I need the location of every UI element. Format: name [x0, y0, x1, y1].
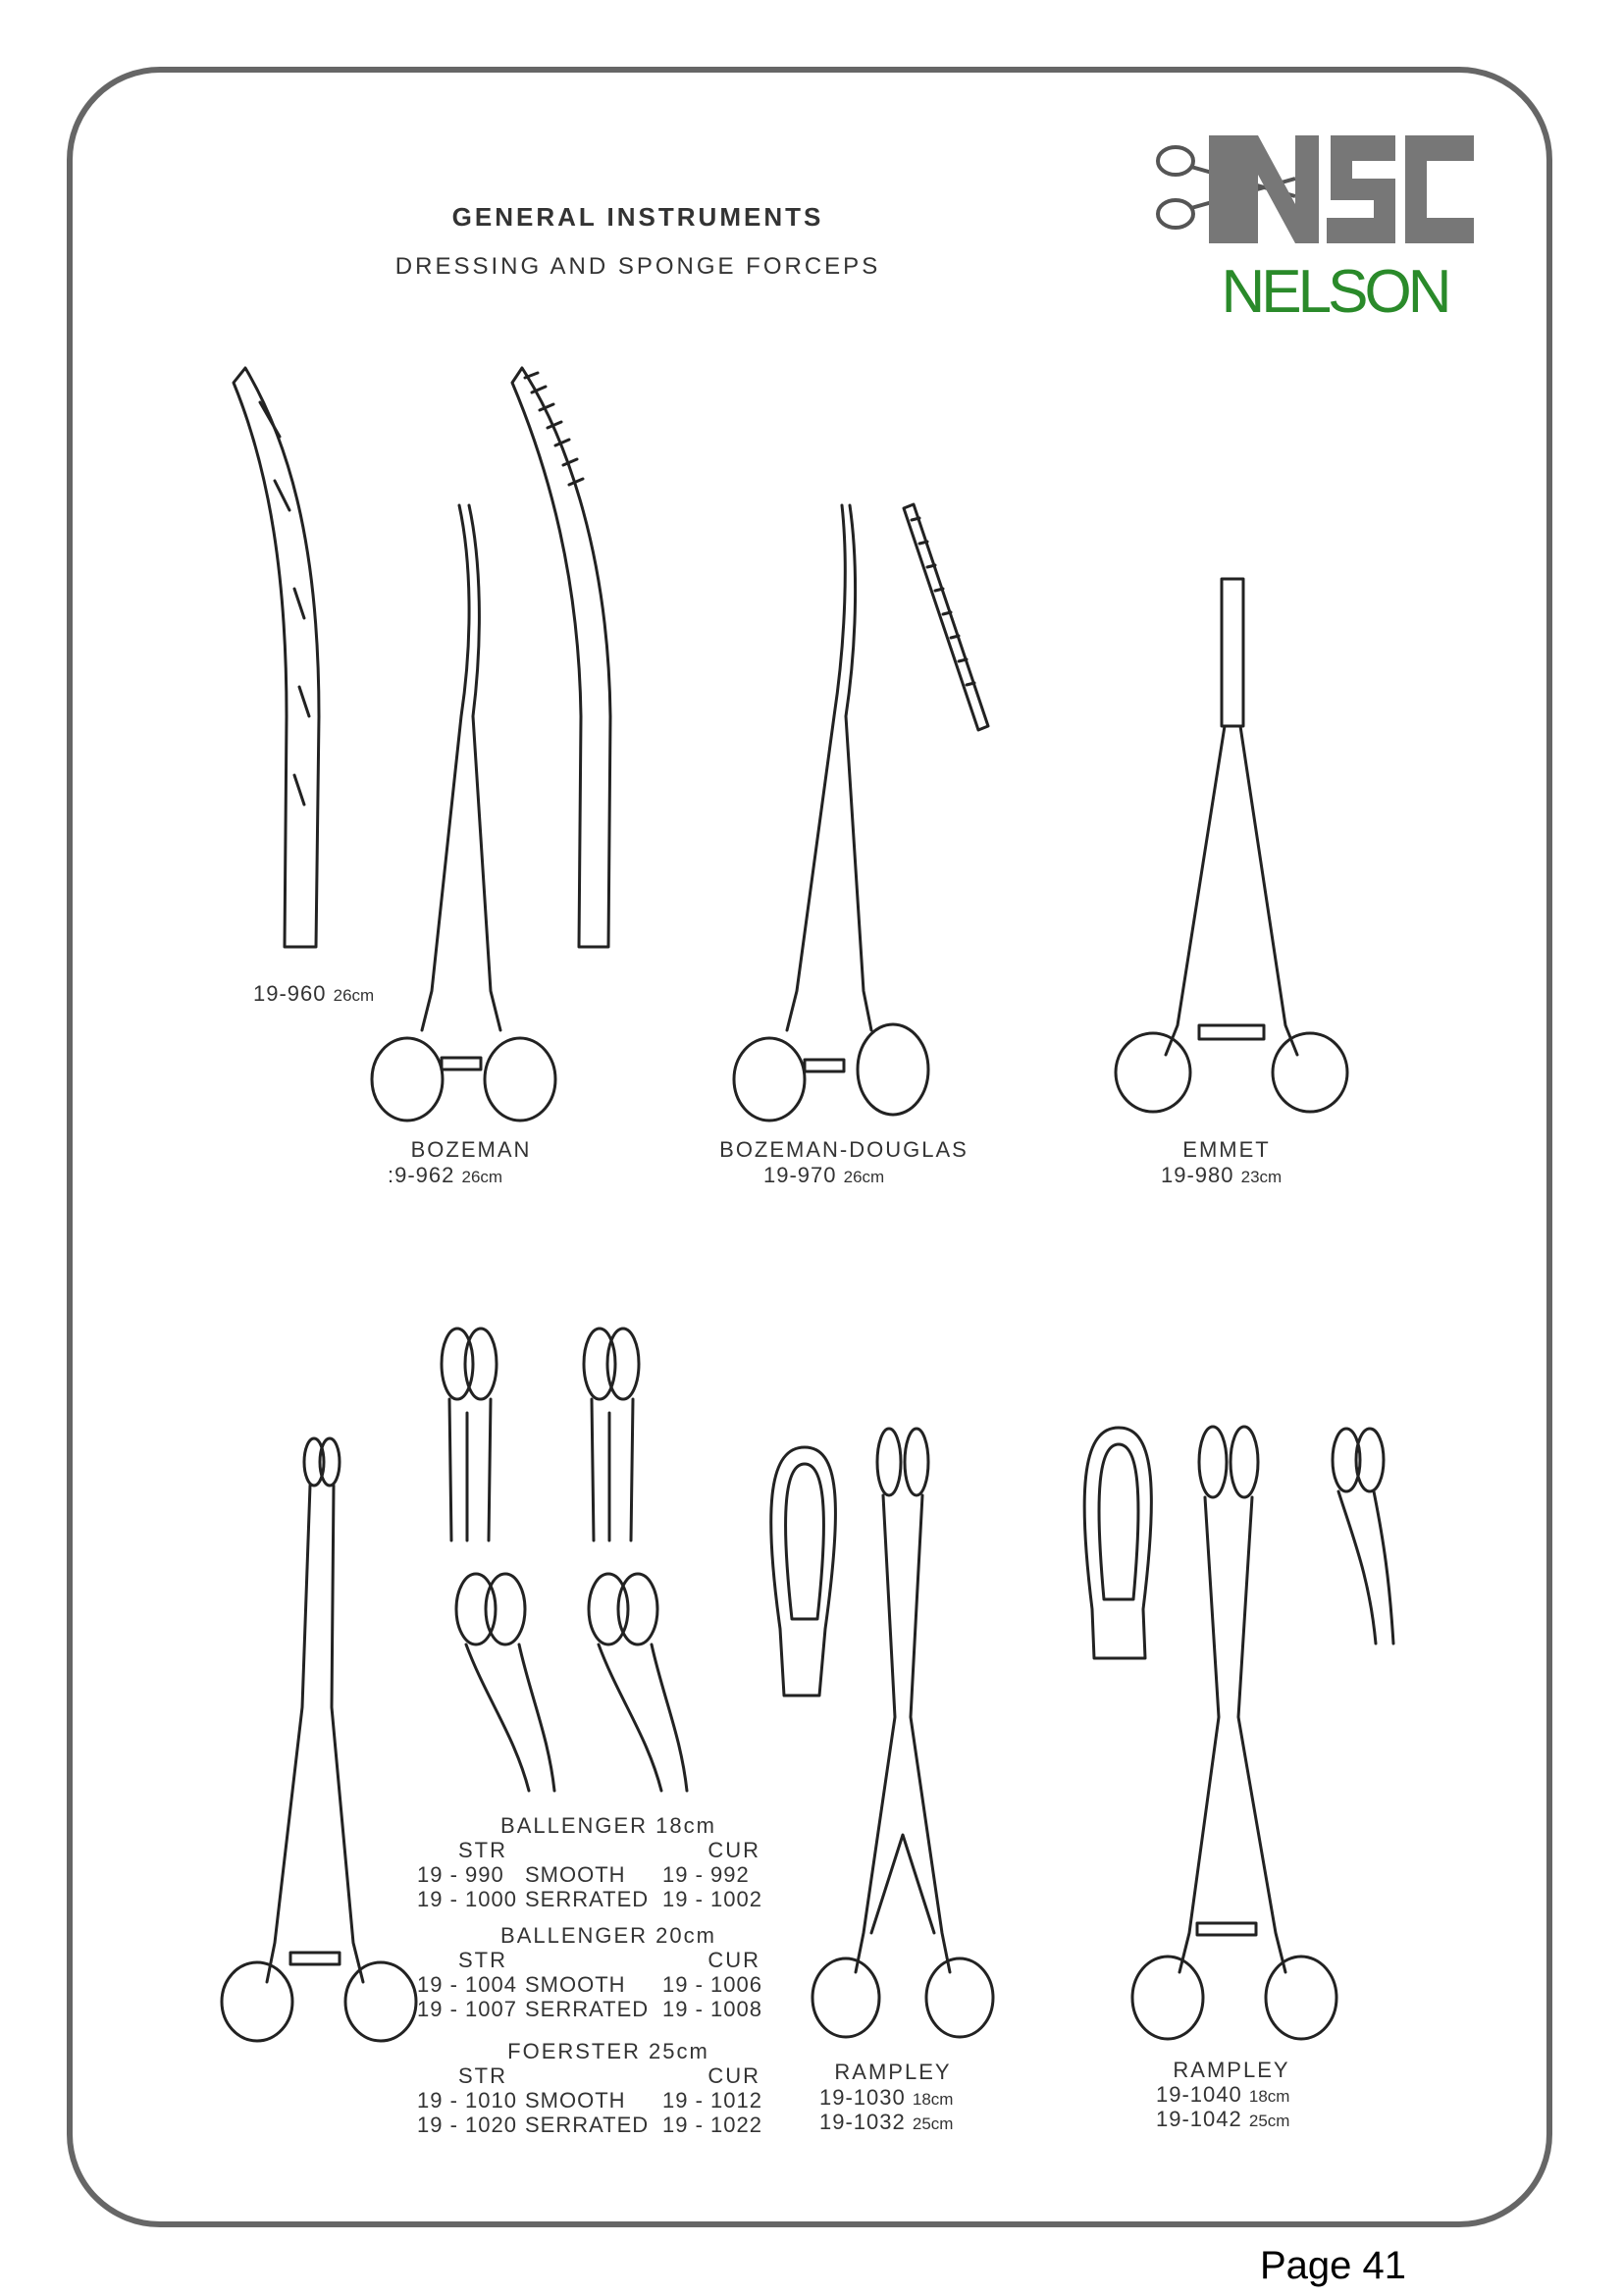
- rampley-1-code-2: 19-1032 25cm: [819, 2110, 954, 2134]
- rampley-2-forceps-icon: [1119, 1423, 1354, 2051]
- table-row: 19 - 1010 SMOOTH 19 - 1012: [417, 2088, 762, 2113]
- ballenger-20-table: [417, 1923, 800, 2021]
- straight-serrated-jaw-icon: [574, 1325, 653, 1545]
- str-label: STR: [458, 2063, 507, 2088]
- table-row: 19 - 990 SMOOTH 19 - 992: [417, 1862, 750, 1887]
- page-number: Page 41: [1259, 2244, 1406, 2287]
- emmet-name: EMMET: [1182, 1137, 1271, 1162]
- rampley-2-code-1: 19-1040 18cm: [1156, 2082, 1290, 2107]
- table-row: 19 - 1000 SERRATED 19 - 1002: [417, 1887, 762, 1911]
- serrated-jaw-detail-icon: [898, 500, 996, 736]
- cur-label: CUR: [707, 1948, 760, 1972]
- curved-blade-detail-icon: [226, 363, 363, 962]
- table-row: 19 - 1004 SMOOTH 19 - 1006: [417, 1972, 762, 1997]
- curved-smooth-jaw-icon: [446, 1570, 564, 1796]
- bozeman-code: :9-962 26cm: [388, 1163, 503, 1187]
- table-row: 19 - 1020 SERRATED 19 - 1022: [417, 2113, 762, 2137]
- rampley-2-name: RAMPLEY: [1173, 2058, 1290, 2082]
- cur-label: CUR: [707, 2063, 760, 2088]
- bozeman-name: BOZEMAN: [410, 1137, 532, 1162]
- ballenger-18-heading: BALLENGER 18cm: [500, 1813, 716, 1838]
- emmet-code: 19-980 23cm: [1161, 1163, 1283, 1187]
- ballenger-18-table: [417, 1813, 800, 1911]
- ballenger-forceps-icon: [216, 1433, 422, 2051]
- rampley-2-curved-jaw-icon: [1325, 1423, 1403, 1648]
- bozeman-serrated-blade-icon: [510, 363, 657, 962]
- table-row: 19 - 1007 SERRATED 19 - 1008: [417, 1997, 762, 2021]
- emmet-forceps-icon: [1109, 574, 1354, 1123]
- item-19-960-code: 19-960 26cm: [253, 981, 375, 1006]
- page-title: GENERAL INSTRUMENTS: [451, 202, 824, 232]
- page-subtitle: DRESSING AND SPONGE FORCEPS: [394, 253, 881, 280]
- str-label: STR: [458, 1838, 507, 1862]
- rampley-2-code-2: 19-1042 25cm: [1156, 2107, 1290, 2131]
- str-label: STR: [458, 1948, 507, 1972]
- foerster-25-heading: FOERSTER 25cm: [507, 2039, 709, 2063]
- straight-smooth-jaw-icon: [432, 1325, 510, 1545]
- curved-serrated-jaw-icon: [579, 1570, 697, 1796]
- rampley-forceps-icon: [805, 1423, 1001, 2051]
- brand-name: NELSON: [1221, 258, 1448, 326]
- cur-label: CUR: [707, 1838, 760, 1862]
- bozeman-douglas-code: 19-970 26cm: [763, 1163, 885, 1187]
- ballenger-20-heading: BALLENGER 20cm: [500, 1923, 716, 1948]
- nsc-mark: [1209, 135, 1474, 243]
- rampley-1-code-1: 19-1030 18cm: [819, 2085, 954, 2110]
- rampley-1-name: RAMPLEY: [834, 2060, 952, 2084]
- foerster-25-table: [417, 2039, 800, 2137]
- bozeman-douglas-name: BOZEMAN-DOUGLAS: [719, 1137, 969, 1162]
